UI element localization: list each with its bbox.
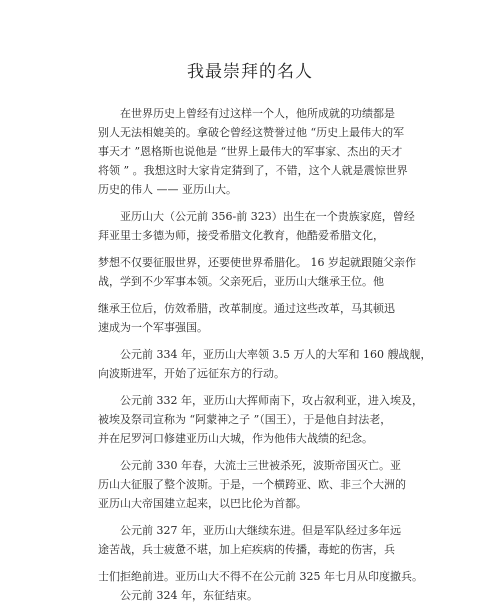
text-line: 继承王位后，仿效希腊，改革制度。通过这些改革，马其顿迅 bbox=[98, 302, 395, 315]
paragraph-reform bbox=[98, 299, 428, 337]
text-line: 公元前 332 年，亚历山大挥师南下，攻占叙利亚，进入埃及， bbox=[120, 394, 423, 407]
paragraph-intro bbox=[98, 104, 428, 199]
text-line: 亚历山大帝国建立起来，以巴比伦为首都。 bbox=[98, 497, 307, 510]
paragraph-retreat bbox=[98, 567, 428, 605]
paragraph-327bc bbox=[98, 521, 428, 559]
text-line: 并在尼罗河口修建亚历山大城，作为他伟大战绩的纪念。 bbox=[98, 432, 373, 445]
text-line: 亚历山大（公元前 356-前 323）出生在一个贵族家庭，曾经 bbox=[120, 210, 415, 223]
text-line: 公元前 327 年，亚历山大继续东进。但是军队经过多年远 bbox=[120, 524, 401, 537]
text-line: 途苦战，兵士疲惫不堪，加上疟疾病的传播，毒蛇的伤害，兵 bbox=[98, 543, 395, 556]
text-line: 在世界历史上曾经有过这样一个人，他所成就的功绩都是 bbox=[120, 107, 395, 120]
paragraph-334bc bbox=[98, 345, 432, 383]
text-line: 梦想不仅要征服世界，还要使世界希腊化。 16 岁起就跟随父亲作 bbox=[98, 256, 416, 269]
text-line: 公元前 330 年春，大流士三世被杀死，波斯帝国灭亡。亚 bbox=[120, 459, 401, 472]
text-line: 别人无法相媲美的。拿破仑曾经这赞誉过他 “历史上最伟大的军 bbox=[98, 126, 405, 139]
text-line: 历山大征服了整个波斯。于是，一个横跨亚、欧、非三个大洲的 bbox=[98, 478, 406, 491]
text-line: 历史的伟人 —— 亚历山大。 bbox=[98, 183, 237, 196]
text-line: 战，学到不少军事本领。父亲死后，亚历山大继承王位。他 bbox=[98, 275, 384, 288]
paragraph-dream bbox=[98, 253, 428, 291]
document-body bbox=[98, 104, 432, 613]
paragraph-birth bbox=[98, 207, 428, 245]
document-title: 我最崇拜的名人 bbox=[187, 62, 313, 82]
text-line: 向波斯进军，开始了远征东方的行动。 bbox=[98, 367, 285, 380]
text-line: 事天才 ”恩格斯也说他是 “世界上最伟大的军事家、杰出的天才 bbox=[98, 145, 403, 158]
text-line: 被埃及祭司宣称为 “阿蒙神之子 ”（国王），于是他自封法老， bbox=[98, 413, 392, 426]
paragraph-332bc bbox=[98, 391, 428, 448]
text-line: 公元前 334 年，亚历山大率领 3.5 万人的大军和 160 艘战舰， bbox=[120, 348, 432, 361]
paragraph-330bc bbox=[98, 456, 428, 513]
text-line: 士们拒绝前进。亚历山大不得不在公元前 325 年七月从印度撤兵。 bbox=[98, 570, 423, 583]
text-line: 将领 ” 。我想这时大家肯定猜到了，不错，这个人就是震惊世界 bbox=[98, 164, 408, 177]
text-line: 速成为一个军事强国。 bbox=[98, 321, 208, 334]
text-line: 拜亚里士多德为师，接受希腊文化教育，他酷爱希腊文化， bbox=[98, 229, 384, 242]
text-line: 公元前 324 年，东征结束。 bbox=[120, 589, 258, 602]
